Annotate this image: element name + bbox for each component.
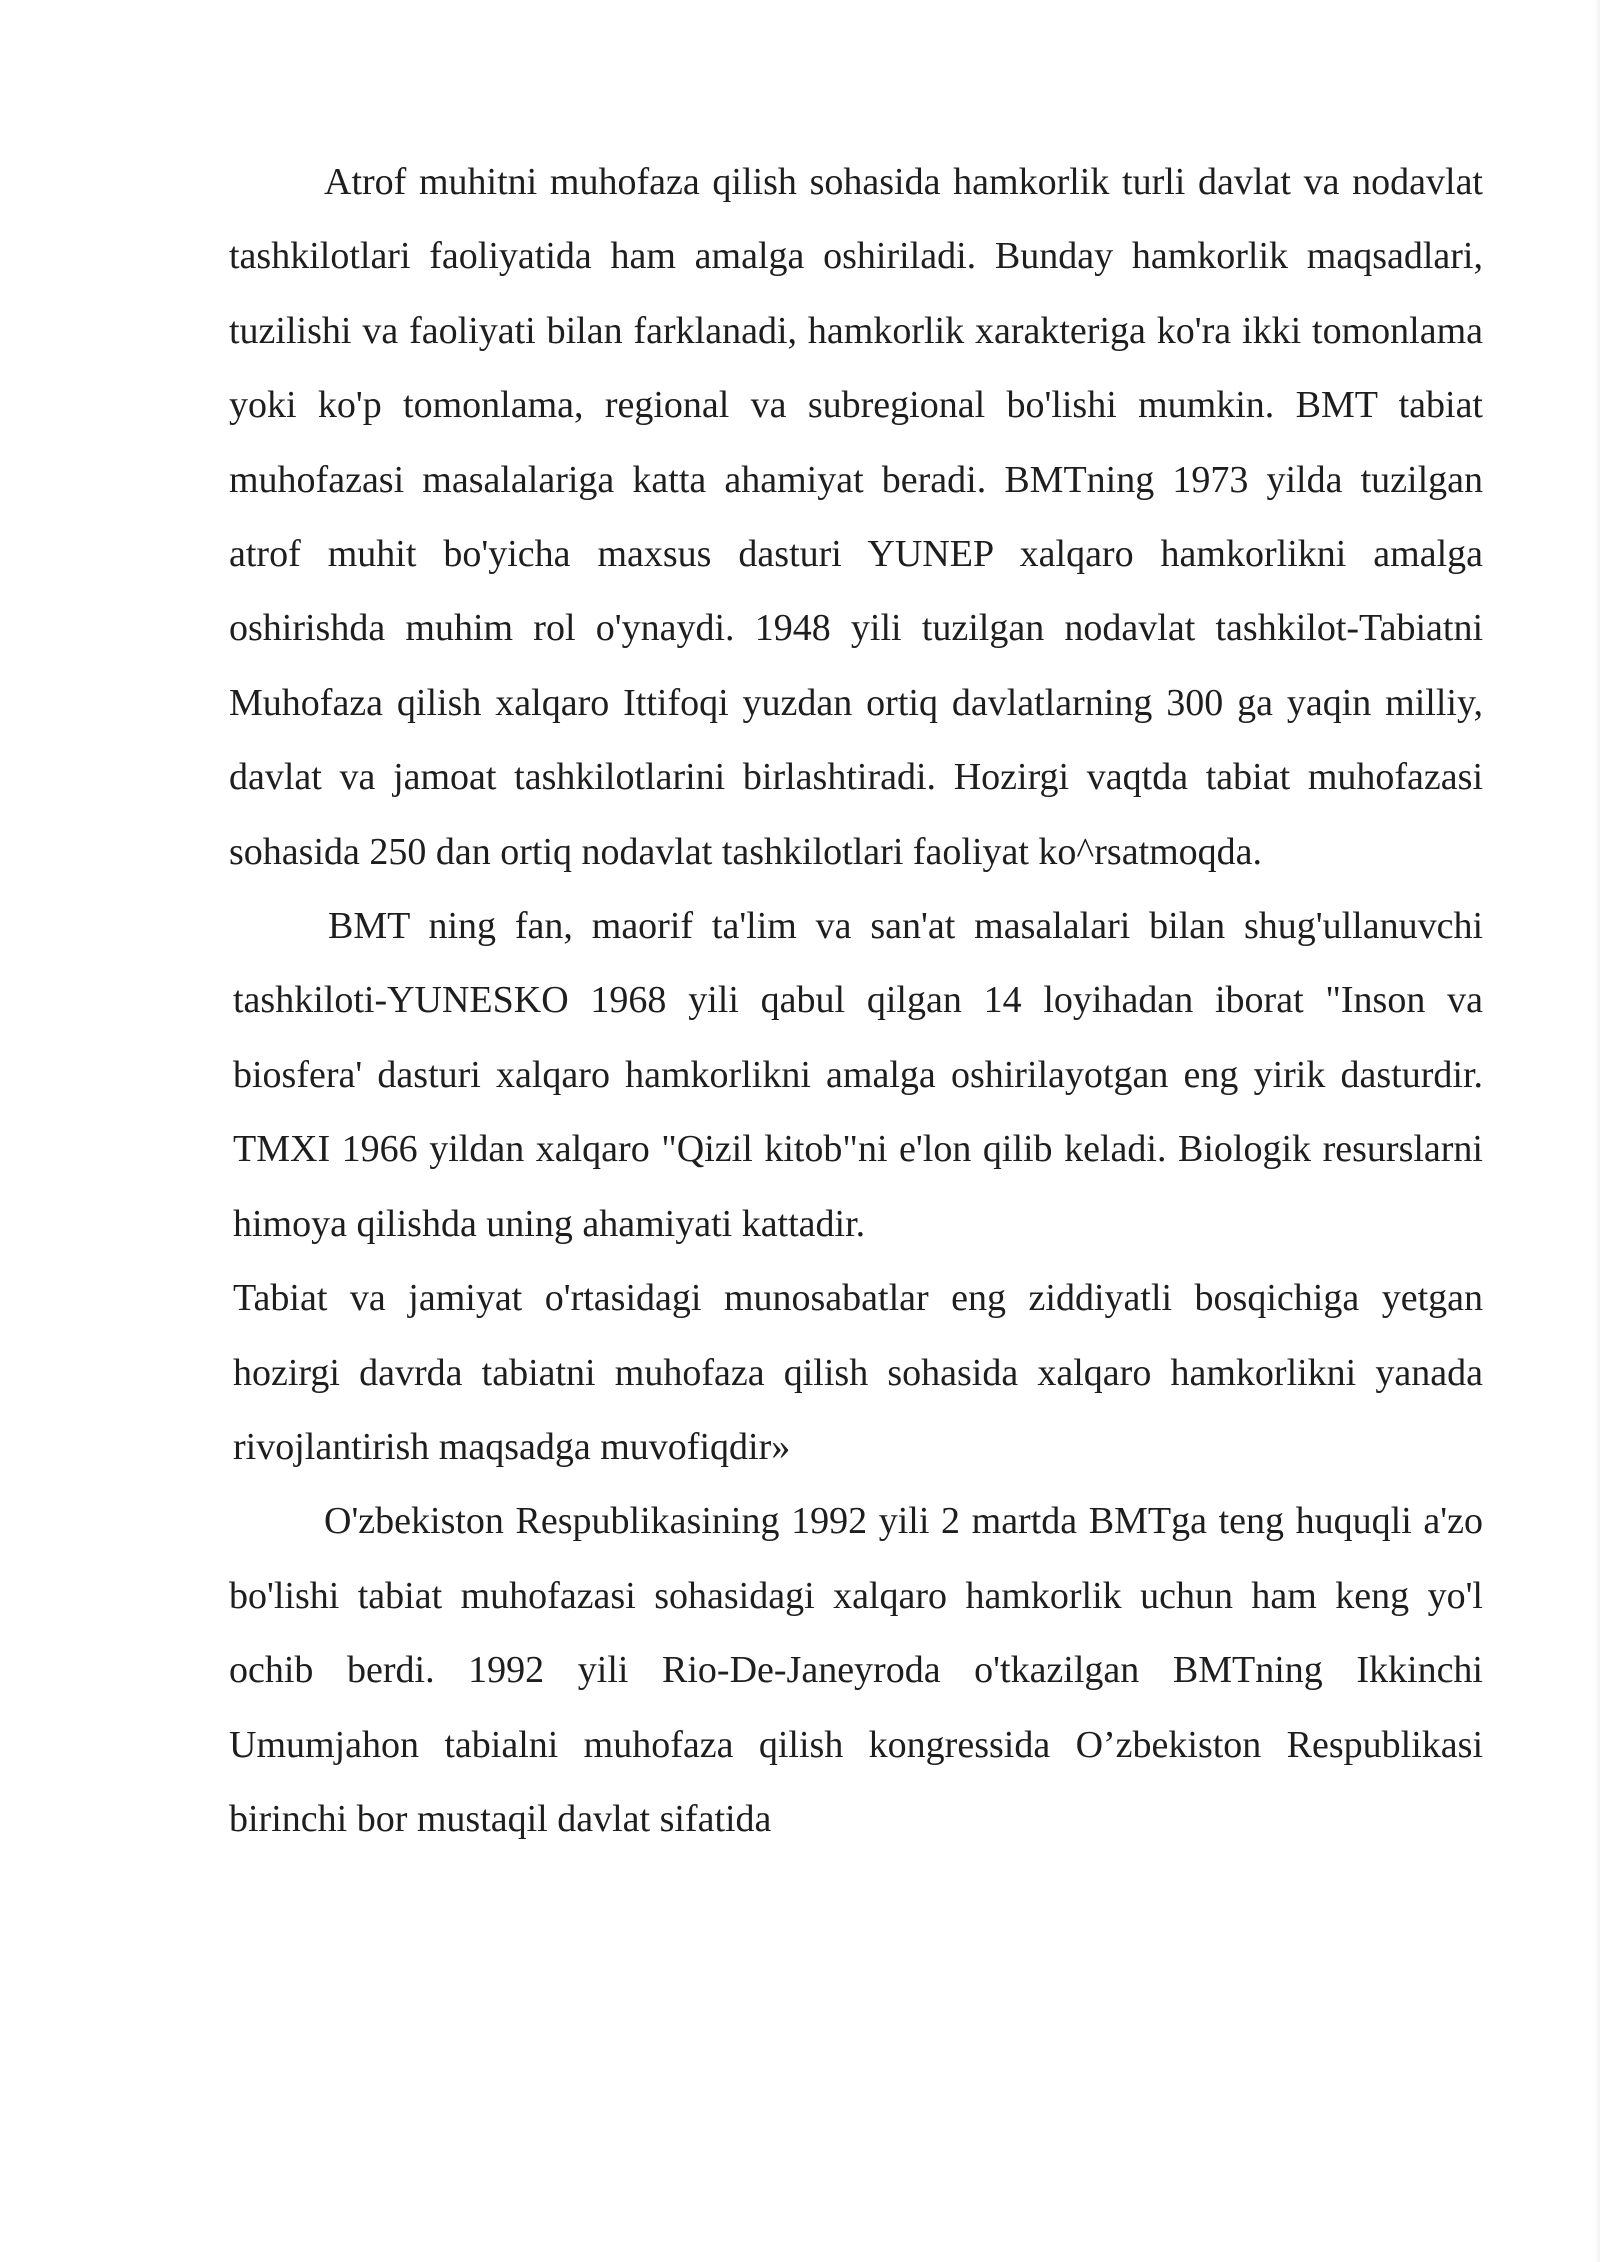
paragraph-international-cooperation: Atrof muhitni muhofaza qilish sohasida hamkorlik turli davlat va nodavlat tashkilotlari faoliyatida ham amalga oshiriladi. Bunday hamkorlik maqsadlari, tuzilishi va faoliyati bilan farklanadi, hamkorlik xarakteriga ko'ra ikki tomonlama yoki ko'p tomonlama, regional va subregional bo'lishi mumkin. BMT tabiat muhofazasi masalalariga katta ahamiyat beradi. BMTning 1973 yilda tuzilgan atrof muhit bo'yicha maxsus dasturi YUNEP xalqaro hamkorlikni amalga oshirishda muhim rol o'ynaydi. 1948 yili tuzilgan nodavlat tashkilot-Tabiatni Muhofaza qilish xalqaro Ittifoqi yuzdan ortiq davlatlarning 300 ga yaqin milliy, davlat va jamoat tashkilotlarini birlashtiradi. Hozirgi vaqtda tabiat muhofazasi sohasida 250 dan ortiq nodavlat tashkilotlari faoliyat ko^rsatmoqda. [229, 161, 1483, 873]
document-body [229, 145, 1483, 1856]
paragraph-unesco-program: BMT ning fan, maorif ta'lim va san'at masalalari bilan shug'ullanuvchi tashkiloti-YUNESKO 1968 yili qabul qilgan 14 loyihadan iborat "Inson va biosfera' dasturi xalqaro hamkorlikni amalga oshirilayotgan eng yirik dasturdir. TMXI 1966 yildan xalqaro "Qizil kitob"ni e'lon qilib keladi. Biologik resurslarni himoya qilishda uning ahamiyati kattadir. [233, 905, 1483, 1245]
paragraph-nature-society-relations: Tabiat va jamiyat o'rtasidagi munosabatlar eng ziddiyatli bosqichiga yetgan hozirgi davrda tabiatni muhofaza qilish sohasida xalqaro hamkorlikni yanada rivojlantirish maqsadga muvofiqdir» [233, 1277, 1483, 1468]
page-edge-shadow [1594, 0, 1600, 2262]
paragraph-uzbekistan-un-membership: O'zbekiston Respublikasining 1992 yili 2 martda BMTga teng huquqli a'zo bo'lishi tabiat muhofazasi sohasidagi xalqaro hamkorlik uchun ham keng yo'l ochib berdi. 1992 yili Rio-De-Janeyroda o'tkazilgan BMTning Ikkinchi Umumjahon tabialni muhofaza qilish kongressida O’zbekiston Respublikasi birinchi bor mustaqil davlat sifatida [229, 1500, 1483, 1840]
